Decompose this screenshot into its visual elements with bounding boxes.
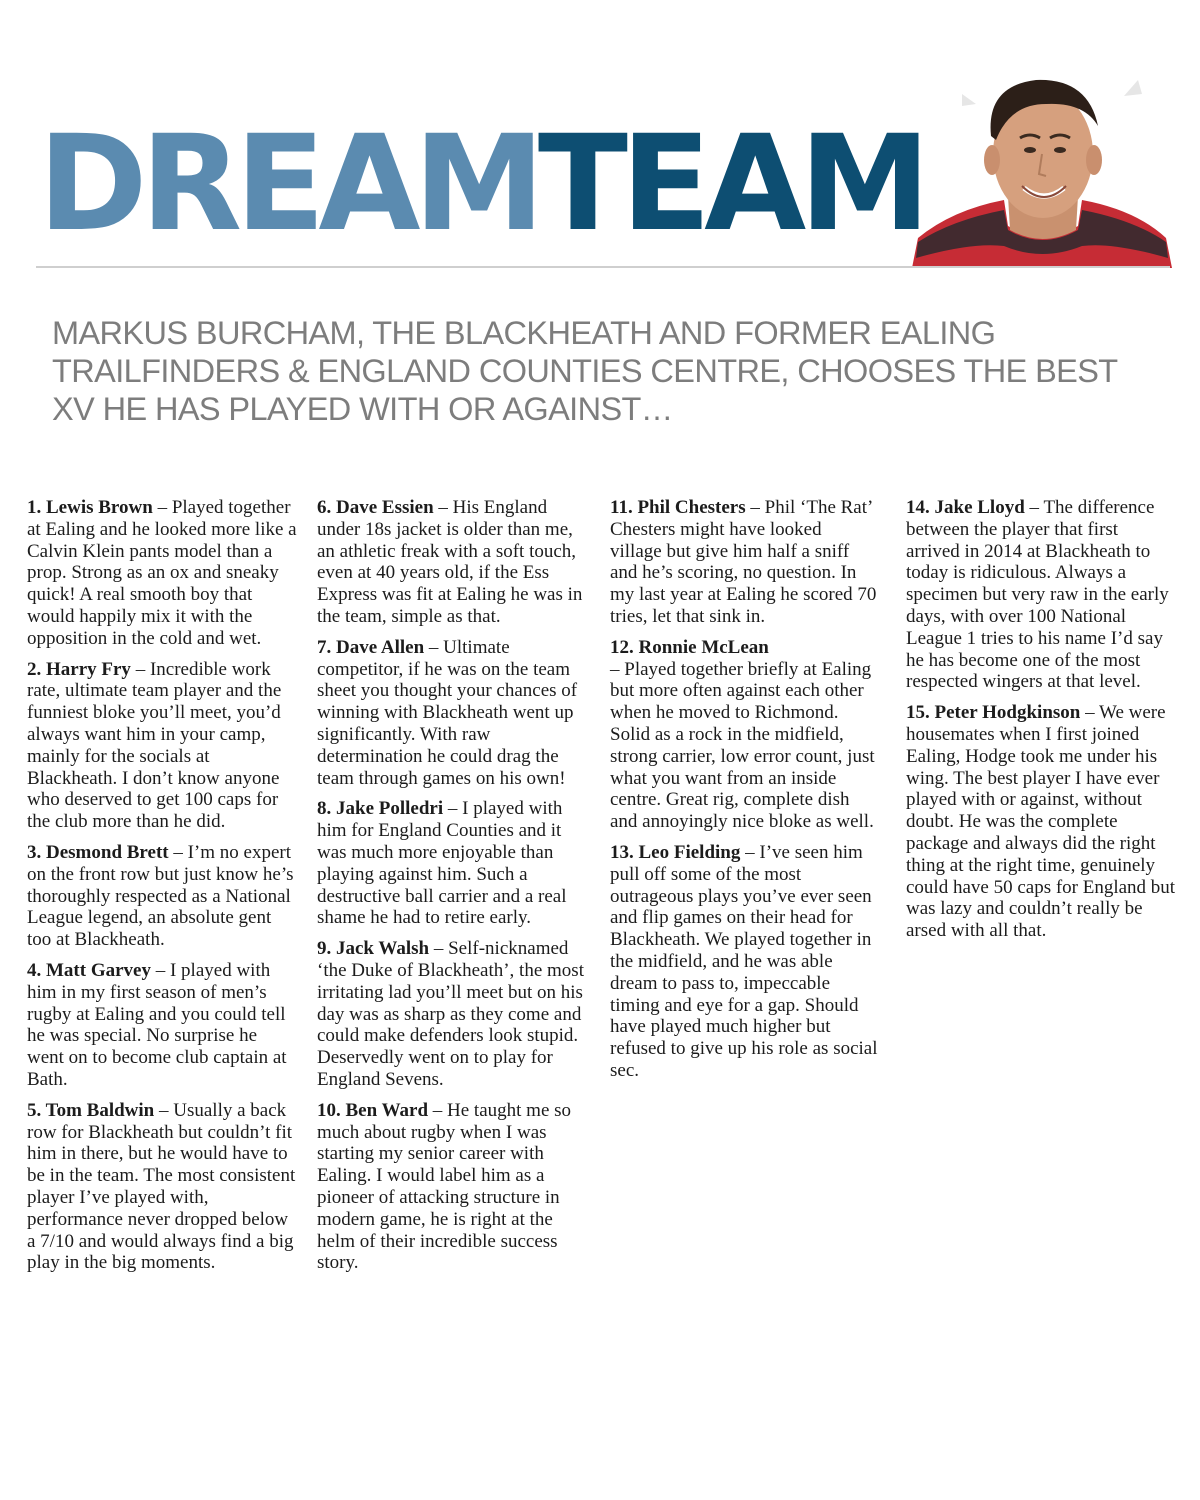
player-name: 1. Lewis Brown bbox=[27, 497, 153, 518]
portrait-illustration bbox=[912, 70, 1172, 268]
player-name: 13. Leo Fielding bbox=[610, 841, 741, 863]
player-name: 10. Ben Ward bbox=[317, 1099, 429, 1121]
player-entry: 4. Matt Garvey – I played with him in my first season of men’s rugby at Ealing and you could tell he was special. No surprise he went on to become club captain at Bath. bbox=[27, 959, 287, 1090]
player-description: I played with him for England Counties and it was much more enjoyable than playing against him. Such a destructive ball carrier and a real shame he had to retire early. bbox=[317, 798, 567, 929]
player-name: 15. Peter Hodgkinson bbox=[906, 702, 1081, 724]
player-name: 2. Harry Fry bbox=[27, 658, 131, 680]
standfirst: MARKUS BURCHAM, THE BLACKHEATH AND FORMER EALING TRAILFINDERS & ENGLAND COUNTIES CENTRE, CHOOSES THE BEST XV HE HAS PLAYED WITH OR AGAINST… bbox=[52, 315, 1117, 427]
player-name: 11. Phil Chesters bbox=[610, 497, 746, 518]
player-entry: 7. Dave Allen – Ultimate competitor, if he was on the team sheet you thought your chances of winning with Blackheath went up significantly. With raw determination he could drag the team through games on his own! bbox=[317, 636, 578, 789]
player-entry: 11. Phil Chesters – Phil ‘The Rat’ Chesters might have looked village but give him half a sniff and he’s scoring, no question. In my last year at Ealing he scored 70 tries, let that sink in. bbox=[610, 497, 877, 627]
player-description: Ultimate competitor, if he was on the team sheet you thought your chances of winning with Blackheath went up significantly. With raw determination he could drag the team through games on his own! bbox=[317, 636, 578, 789]
player-description: I played with him in my first season of men’s rugby at Ealing and you could tell he was special. No surprise he went on to become club captain at Bath. bbox=[27, 959, 287, 1090]
player-entry: 14. Jake Lloyd – The difference between the player that first arrived in 2014 at Blackheath to today is ridiculous. Always a specimen but very raw in the early days, with over 100 National League 1 tries to his name I’d say he has become one of the most respected wingers at that level. bbox=[906, 497, 1169, 693]
column-4 bbox=[906, 497, 1176, 951]
player-description: His England under 18s jacket is older than me, an athletic freak with a soft touch, even at 40 years old, if the Ess Express was fit at Ealing he was in the team, simple as that. bbox=[317, 497, 583, 627]
player-entry: 8. Jake Polledri – I played with him for England Counties and it was much more enjoyable than playing against him. Such a destructive ball carrier and a real shame he had to retire early. bbox=[317, 798, 567, 929]
player-description: I’m no expert on the front row but just know he’s thoroughly respected as a National League legend, an absolute gent too at Blackheath. bbox=[27, 841, 294, 951]
player-description: I’ve seen him pull off some of the most outrageous plays you’ve ever seen and flip games on their head for Blackheath. We played together in the midfield, and he was able dream to pass to, impeccable timing and eye for a gap. Should have played much higher but refused to give up his role as social sec. bbox=[610, 841, 878, 1081]
player-name: 6. Dave Essien bbox=[317, 497, 434, 518]
player-description: The difference between the player that first arrived in 2014 at Blackheath to today is ridiculous. Always a specimen but very raw in the early days, with over 100 National League 1 tries to his name I’d say he has become one of the most respected wingers at that level. bbox=[906, 497, 1169, 693]
player-description: Incredible work rate, ultimate team player and the funniest bloke you’ll meet, you’d always want him in your camp, mainly for the socials at Blackheath. I don’t know anyone who deserved to get 100 caps for the club more than he did. bbox=[27, 658, 282, 833]
player-name: 14. Jake Lloyd bbox=[906, 497, 1025, 518]
headline-dream: DREAM bbox=[38, 107, 538, 261]
player-entry: 2. Harry Fry – Incredible work rate, ultimate team player and the funniest bloke you’ll meet, you’d always want him in your camp, mainly for the socials at Blackheath. I don’t know anyone who deserved to get 100 caps for the club more than he did. bbox=[27, 658, 282, 833]
player-entry: 6. Dave Essien – His England under 18s jacket is older than me, an athletic freak with a soft touch, even at 40 years old, if the Ess Express was fit at Ealing he was in the team, simple as that. bbox=[317, 497, 583, 627]
player-name: 12. Ronnie McLean bbox=[610, 636, 769, 658]
player-name: 4. Matt Garvey bbox=[27, 959, 151, 981]
player-description: He taught me so much about rugby when I was starting my senior career with Ealing. I would label him as a pioneer of attacking structure in modern game, he is right at the helm of their incredible success story. bbox=[317, 1099, 572, 1274]
column-1 bbox=[27, 497, 297, 1283]
headline-team: TEAM bbox=[537, 107, 924, 261]
player-entry: 15. Peter Hodgkinson – We were housemates when I first joined Ealing, Hodge took me under his wing. The best player I have ever played with or against, without doubt. He was the complete package and always did the right thing at the right time, genuinely could have 50 caps for England but was lazy and couldn’t really be arsed with all that. bbox=[906, 702, 1176, 942]
player-name: 3. Desmond Brett bbox=[27, 841, 169, 863]
player-name: 5. Tom Baldwin bbox=[27, 1099, 155, 1121]
header-divider bbox=[36, 266, 1170, 268]
column-3 bbox=[610, 497, 878, 1091]
player-entry: 12. Ronnie McLean – Played together briefly at Ealing but more often against each other when he moved to Richmond. Solid as a rock in the midfield, strong carrier, low error count, just what you want from an inside centre. Great rig, complete dish and annoyingly nice bloke as well. bbox=[610, 636, 875, 833]
player-name: 7. Dave Allen bbox=[317, 636, 425, 658]
column-2 bbox=[317, 497, 585, 1283]
player-name: 8. Jake Polledri bbox=[317, 798, 444, 820]
player-entry: 1. Lewis Brown – Played together at Ealing and he looked more like a Calvin Klein pants model than a prop. Strong as an ox and sneaky quick! A real smooth boy that would happily mix it with the opposition in the cold and wet. bbox=[27, 497, 297, 649]
player-description: Self-nicknamed ‘the Duke of Blackheath’, the most irritating lad you’ll meet but on his day was as sharp as they come and could make defenders look stupid. Deservedly went on to play for England Sevens. bbox=[317, 938, 584, 1090]
player-entry: 10. Ben Ward – He taught me so much about rugby when I was starting my senior career with Ealing. I would label him as a pioneer of attacking structure in modern game, he is right at the helm of their incredible success story. bbox=[317, 1099, 572, 1274]
player-entry: 9. Jack Walsh – Self-nicknamed ‘the Duke of Blackheath’, the most irritating lad you’ll meet but on his day was as sharp as they come and could make defenders look stupid. Deservedly went on to play for England Sevens. bbox=[317, 938, 584, 1090]
headline bbox=[38, 107, 924, 261]
player-description: Phil ‘The Rat’ Chesters might have looked village but give him half a sniff and he’s scoring, no question. In my last year at Ealing he scored 70 tries, let that sink in. bbox=[610, 497, 877, 627]
player-description: We were housemates when I first joined Ealing, Hodge took me under his wing. The best player I have ever played with or against, without doubt. He was the complete package and always did the right thing at the right time, genuinely could have 50 caps for England but was lazy and couldn’t really be arsed with all that. bbox=[906, 702, 1176, 942]
player-entry: 5. Tom Baldwin – Usually a back row for Blackheath but couldn’t fit him in there, but he would have to be in the team. The most consistent player I’ve played with, performance never dropped below a 7/10 and would always find a big play in the big moments. bbox=[27, 1099, 296, 1274]
player-description: Played together briefly at Ealing but more often against each other when he moved to Richmond. Solid as a rock in the midfield, strong carrier, low error count, just what you want from an inside centre. Great rig, complete dish and annoyingly nice bloke as well. bbox=[610, 658, 875, 833]
player-entry: 13. Leo Fielding – I’ve seen him pull off some of the most outrageous plays you’ve ever seen and flip games on their head for Blackheath. We played together in the midfield, and he was able dream to pass to, impeccable timing and eye for a gap. Should have played much higher but refused to give up his role as social sec. bbox=[610, 841, 878, 1081]
player-description: Played together at Ealing and he looked more like a Calvin Klein pants model than a prop. Strong as an ox and sneaky quick! A real smooth boy that would happily mix it with the opposition in the cold and wet. bbox=[27, 497, 297, 649]
player-portrait bbox=[912, 70, 1172, 268]
player-description: Usually a back row for Blackheath but couldn’t fit him in there, but he would have to be in the team. The most consistent player I’ve played with, performance never dropped below a 7/10 and would always find a big play in the big moments. bbox=[27, 1099, 296, 1274]
player-entry: 3. Desmond Brett – I’m no expert on the front row but just know he’s thoroughly respected as a National League legend, an absolute gent too at Blackheath. bbox=[27, 841, 294, 951]
player-name: 9. Jack Walsh bbox=[317, 938, 430, 960]
